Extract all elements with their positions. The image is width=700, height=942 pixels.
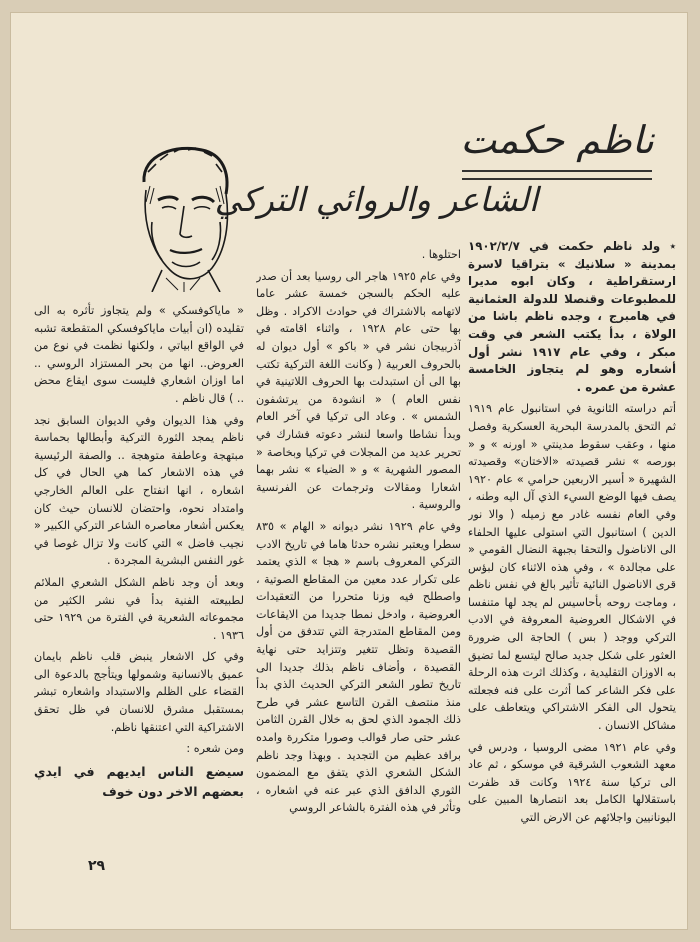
paragraph: وفي عام ١٩٢٩ نشر ديوانه « الهام » ٨٣٥ سطرا ويعتبر نشره حدثا هاما في تاريخ الادب التركي المعروف باسم « هجا » الذي يعتمد على تكرار عدد معين من المقاطع الصوتية ، واصطلح فيه وزنا متحررا من التعقيدات العروضية ، وادخل نمطا جديدا من الايقاعات ومن المقاطع المتدرجة التي تتدفق من أول القصيدة وتظل تتغير وتتزايد حتى نهاية القصيدة ، وأضاف ناظم بذلك جديدا الى تاريخ تطور الشعر التركي الحديث الذي بدأ منذ منتصف القرن التاسع عشر في طرح ذلك الجمود الذي لحق به خلال القرن الثامن عشر حتى صار قوالب وصورا متكررة وامده برافد عظيم من التجديد . وبهذا وجد ناظم الشكل الشعري الذي يتفق مع المضمون الثوري الدافق الذي عبر عنه في اشعاره ، وتأثر في هذه الفترة بالشاعر الروسي bbox=[256, 519, 461, 815]
poem-label: ومن شعره : bbox=[186, 742, 244, 756]
paragraph: احتلوها . bbox=[421, 248, 461, 261]
paragraph: وفي عام ١٩٢١ مضى الروسيا ، ودرس في معهد الشعوب الشرقية في موسكو ، ثم عاد الى تركيا سنة ١٩٢٤ وكانت قد ظفرت باستقلالها الكامل بعد انتصارها المبين على اليونانيين واجلائهم عن الارض التي bbox=[468, 740, 676, 824]
portrait-illustration bbox=[122, 142, 240, 292]
page bbox=[10, 12, 688, 930]
article-column-middle bbox=[256, 246, 461, 906]
article-column-left bbox=[34, 302, 244, 902]
page-number: ٢٩ bbox=[88, 858, 106, 874]
title-divider bbox=[462, 170, 652, 180]
page-title: ناظم حكمت bbox=[460, 118, 654, 162]
paragraph: « ماياكوفسكي » ولم يتجاوز تأثره به الى تقليده (ان أبيات ماياكوفسكي المتقطعة تشبه في الواقع ابياتي ، ولكنها نظمت في نوع من العروض.. انها من بحر المستزاد الروسي .. اما اوزان اشعاري فليست سوى ايقاع محض .. ) قال ناظم . bbox=[34, 304, 244, 405]
intro-paragraph: ٭ ولد ناظم حكمت في ١٩٠٢/٢/٧ بمدينة « سلانيك » بتراقيا لاسرة ارستقراطية ، وكان ابوه مديرا للمطبوعات وقنصلا للدولة العثمانية في هامبرج ، وجده ناظم باشا من الولاة ، بدأ يكتب الشعر في وقت مبكر ، وفي عام ١٩١٧ نشر أول أشعاره وهو لم يتجاوز الخامسة عشرة من عمره . bbox=[468, 239, 676, 394]
paragraph: وفي هذا الديوان وفي الديوان السابق نجد ناظم يمجد الثورة التركية وأبطالها بحماسة مبتهجة وعاطفة متوهجة .. والصفة الرئيسية في هذه الاشعار كما هي الحال في كل اشعاره ، انها انفتاح على العالم الخارجي وامتداد نحوه، واحتضان للانسان حيث كان يعكس أشعار معاصره الشاعر التركي الكبير « نجيب فاضل » التي كانت ولا تزال غوصا في غور النفس البشرية المجردة . bbox=[34, 413, 244, 568]
paragraph: وفي عام ١٩٢٥ هاجر الى روسيا بعد أن صدر عليه الحكم بالسجن خمسة عشر عاما لاتهامه بالاشتراك في حوادث الاكراد . وظل بها حتى عام ١٩٢٨ ، واثناء اقامته في آذربيجان نشر في « باكو » أول ديوان له بالحروف العربية ( وكانت اللغة التركية تكتب بها الى أن استبدلت بها الحروف اللاتينية في نفس العام ) « انشودة من يرتشفون الشمس » . وعاد الى تركيا في آخر العام وبدأ نشاطا واسعا لنشر دعوته فشارك في تحرير عديد من المجلات في تركيا وبخاصة « المصور الشهرية » و « الضياء » نشر بهما اشعارا ومقالات وترجمات عن الفرنسية والروسية . bbox=[256, 269, 461, 512]
paragraph: وبعد أن وجد ناظم الشكل الشعري الملائم لطبيعته الفنية بدأ في نشر الكثير من مجموعاته الشعرية في الفترة من ١٩٢٩ حتى ١٩٣٦ . bbox=[34, 575, 244, 642]
article-subtitle: الشاعر والروائي التركي bbox=[214, 180, 538, 219]
paragraph: وفي كل الاشعار ينبض قلب ناظم بايمان عميق بالانسانية وشمولها ويتأجج بالدعوة الى القضاء على الظلم والاستبداد واشعاره تبشر بمستقبل مشرق للانسان في ظل تحقق الاشتراكية التي اعتنقها ناظم. bbox=[34, 650, 244, 734]
paragraph: أتم دراسته الثانوية في استانبول عام ١٩١٩ ثم التحق بالمدرسة البحرية العسكرية وفصل منها ، وعقب سقوط مدينتي « اورنه » و « بورصه » نشر قصيدته «الاختان» وقصيدته الشهيرة « أسير الاربعين حرامي » عام ١٩٢٠ يصف فيها الوضع السيء الذي آل اليه وطنه ، وفي العام نفسه غادر مع زميله ( والا نور الدين ) استانبول التي استولى عليها الحلفاء الى الاناضول والتحقا بجبهة النضال القومي « على مجالدة » ، وفي هذه الاثناء كان لبؤس قرى الاناضول النائية تأثير بالغ في نفس ناظم ، وماجت روحه بأحاسيس لم يجد لها متنفسا في الاشكال العروضية المعروفة في الادب التركي ووجد ( بس ) الحاجة الى ضرورة العثور على شكل جديد صالح ليتسع لما تضيق به الاوزان التقليدية ، وكذلك اثرت هذه الرحلة على فكر الشاعر كما أثرت على فنه فجعلته يتحول الى الفكر الاشتراكي ويتعاطف على مشاكل الانسان . bbox=[468, 402, 676, 733]
poem-excerpt: سيضع الناس ايديهم في ايدي بعضهم الاخر دون خوف bbox=[34, 763, 244, 799]
article-column-right bbox=[468, 238, 676, 918]
